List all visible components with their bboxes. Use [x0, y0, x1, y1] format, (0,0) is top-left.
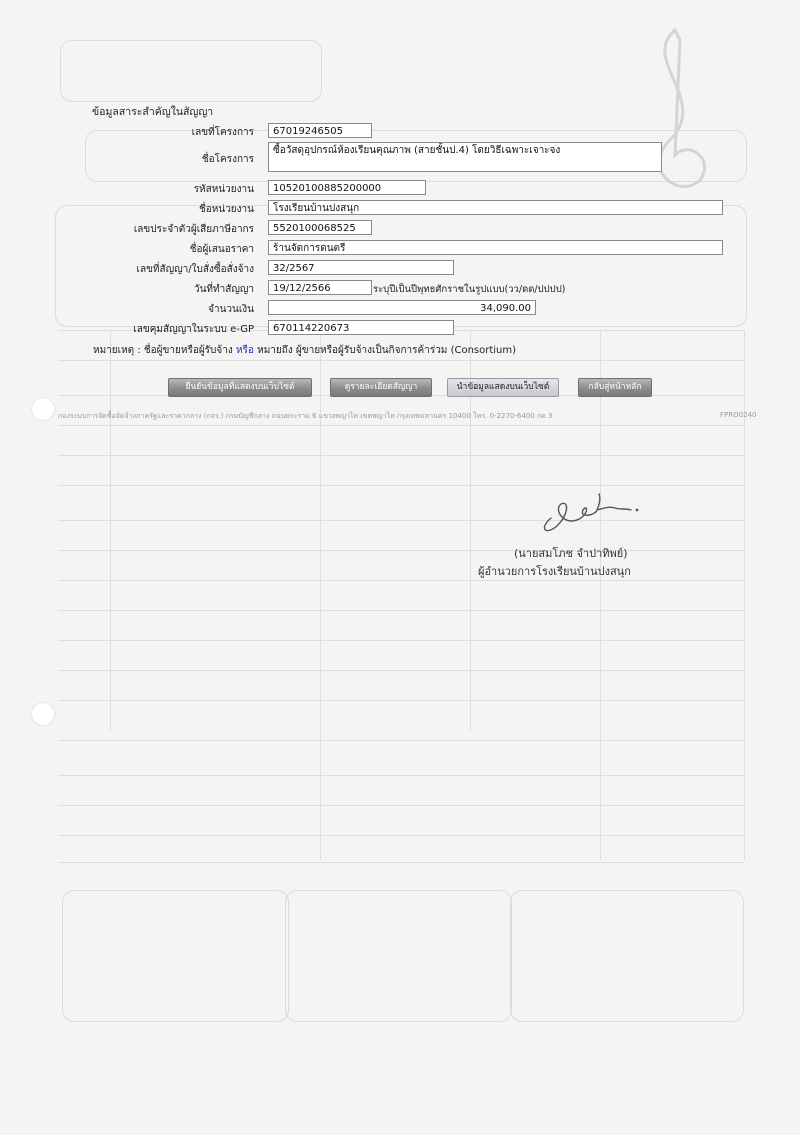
- punch-hole: [32, 398, 54, 420]
- ghost-line: [58, 640, 744, 641]
- tax-id-field[interactable]: 5520100068525: [268, 220, 372, 235]
- confirm-button[interactable]: ยืนยันข้อมูลที่แสดงบนเว็บไซต์: [168, 378, 312, 397]
- bidder-row: [0, 240, 800, 257]
- remark-suffix: หมายถึง ผู้ขายหรือผู้รับจ้างเป็นกิจการค้าร่วม (Consortium): [257, 345, 517, 356]
- ghost-line: [58, 740, 744, 741]
- back-home-button[interactable]: กลับสู่หน้าหลัก: [578, 378, 652, 397]
- signatory-name: (นายสมโภช จำปาทิพย์): [514, 547, 628, 560]
- ghost-line: [58, 580, 744, 581]
- contract-no-row: [0, 260, 800, 277]
- project-no-field[interactable]: 67019246505: [268, 123, 372, 138]
- amount-field[interactable]: 34,090.00: [268, 300, 536, 315]
- agency-name-field[interactable]: โรงเรียนบ้านปงสนุก: [268, 200, 723, 215]
- ghost-line: [58, 835, 744, 836]
- amount-label: จำนวนเงิน: [208, 304, 254, 315]
- ghost-box: [285, 890, 512, 1022]
- ghost-line: [58, 550, 744, 551]
- ghost-line: [58, 610, 744, 611]
- egp-field[interactable]: 670114220673: [268, 320, 454, 335]
- project-name-field[interactable]: ซื้อวัสดุอุปกรณ์ห้องเรียนคุณภาพ (สายชั้นป.4) โดยวิธีเฉพาะเจาะจง: [268, 142, 662, 172]
- contract-detail-button[interactable]: ดูรายละเอียดสัญญา: [330, 378, 432, 397]
- remark-or: หรือ: [235, 345, 254, 356]
- tax-id-row: [0, 220, 800, 237]
- agency-name-label: ชื่อหน่วยงาน: [198, 204, 254, 215]
- remark-note: [93, 343, 516, 358]
- ghost-line: [58, 862, 744, 863]
- ghost-box: [62, 890, 289, 1022]
- project-name-row: [0, 142, 800, 174]
- contract-date-row: [0, 280, 800, 297]
- ghost-line: [744, 330, 745, 860]
- contract-date-field[interactable]: 19/12/2566: [268, 280, 372, 295]
- date-format-hint: ระบุปีเป็นปีพุทธศักราชในรูปแบบ(วว/ดด/ปปปป): [373, 284, 566, 295]
- remark-prefix: หมายเหตุ : ชื่อผู้ขายหรือผู้รับจ้าง: [93, 345, 233, 356]
- ghost-line: [58, 700, 744, 701]
- tax-id-label: เลขประจำตัวผู้เสียภาษีอากร: [133, 224, 254, 235]
- ghost-box: [60, 40, 322, 102]
- ghost-line: [320, 330, 321, 860]
- section-title: ข้อมูลสาระสำคัญในสัญญา: [92, 106, 214, 118]
- signature-icon: [535, 488, 645, 536]
- amount-row: [0, 300, 800, 317]
- ghost-line: [58, 455, 744, 456]
- show-on-web-button[interactable]: นำข้อมูลแสดงบนเว็บไซต์: [447, 378, 559, 397]
- agency-code-label: รหัสหน่วยงาน: [193, 184, 254, 195]
- bidder-label: ชื่อผู้เสนอราคา: [189, 244, 254, 255]
- footer-address: กองระบบการจัดซื้อจัดจ้างภาครัฐและราคากลาง (กจร.) กรมบัญชีกลาง ถนนพระราม 6 แขวงพญาไท เขตพญาไท กรุงเทพมหานคร 10400 โทร. 0-2270-6400 กด 3: [58, 412, 553, 420]
- ghost-line: [58, 360, 744, 361]
- agency-name-row: [0, 200, 800, 217]
- egp-label: เลขคุมสัญญาในระบบ e-GP: [133, 324, 254, 335]
- ghost-line: [58, 670, 744, 671]
- egp-row: [0, 320, 800, 337]
- ghost-line: [58, 805, 744, 806]
- bidder-field[interactable]: ร้านจัดการดนตรี: [268, 240, 723, 255]
- contract-no-field[interactable]: 32/2567: [268, 260, 454, 275]
- ghost-box: [510, 890, 744, 1022]
- project-name-label: ชื่อโครงการ: [201, 154, 254, 165]
- ghost-line: [58, 425, 744, 426]
- project-no-row: [0, 123, 800, 140]
- signatory-title: ผู้อำนวยการโรงเรียนบ้านปงสนุก: [478, 565, 631, 578]
- agency-code-field[interactable]: 10520100885200000: [268, 180, 426, 195]
- form-code: FPRO0240: [720, 411, 757, 419]
- ghost-line: [110, 330, 111, 730]
- contract-date-label: วันที่ทำสัญญา: [193, 284, 254, 295]
- contract-no-label: เลขที่สัญญา/ใบสั่งซื้อสั่งจ้าง: [136, 264, 254, 275]
- ghost-line: [600, 330, 601, 860]
- ghost-line: [58, 485, 744, 486]
- agency-code-row: [0, 180, 800, 197]
- project-no-label: เลขที่โครงการ: [191, 127, 254, 138]
- punch-hole: [32, 703, 54, 725]
- ghost-line: [58, 775, 744, 776]
